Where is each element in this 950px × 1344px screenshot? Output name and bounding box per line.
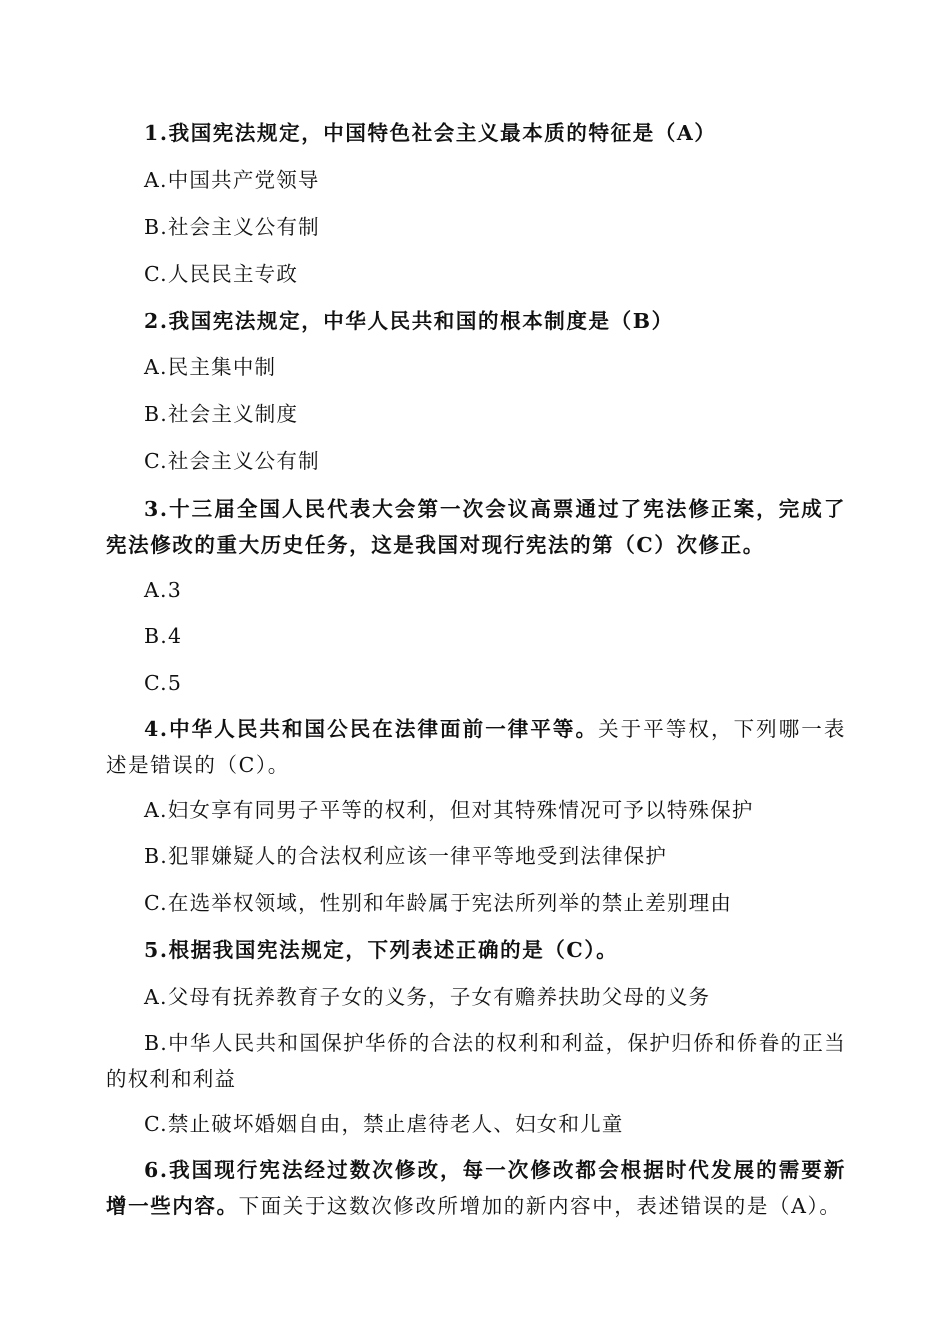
question-3-option-b: B.4 xyxy=(144,624,183,648)
question-1-option-b: B.社会主义公有制 xyxy=(144,215,320,239)
question-5-stem: 5.根据我国宪法规定，下列表述正确的是（C）。 xyxy=(144,938,619,962)
question-4-stem-plain: 关于平等权，下列哪一表述是错误的（C）。 xyxy=(106,717,846,777)
question-6-stem xyxy=(106,1152,846,1224)
question-4-option-a: A.妇女享有同男子平等的权利，但对其特殊情况可予以特殊保护 xyxy=(144,798,754,822)
question-5-option-a: A.父母有抚养教育子女的义务，子女有赡养扶助父母的义务 xyxy=(144,985,711,1009)
question-2-stem: 2.我国宪法规定，中华人民共和国的根本制度是（B） xyxy=(144,309,674,333)
question-1-option-a: A.中国共产党领导 xyxy=(144,168,320,192)
question-3-option-c: C.5 xyxy=(144,671,183,695)
question-1-option-c: C.人民民主专政 xyxy=(144,262,299,286)
question-2-option-a: A.民主集中制 xyxy=(144,355,277,379)
question-4-option-c: C.在选举权领域，性别和年龄属于宪法所列举的禁止差别理由 xyxy=(144,891,733,915)
question-2-option-c: C.社会主义公有制 xyxy=(144,449,320,473)
question-4-stem xyxy=(106,711,846,783)
question-4-option-b: B.犯罪嫌疑人的合法权利应该一律平等地受到法律保护 xyxy=(144,844,668,868)
question-5-option-b xyxy=(106,1025,846,1097)
question-4-stem-bold: 4.中华人民共和国公民在法律面前一律平等。 xyxy=(144,717,599,741)
question-6-stem-plain: 下面关于这数次修改所增加的新内容中，表述错误的是（A）。 xyxy=(238,1194,842,1218)
question-1-stem: 1.我国宪法规定，中国特色社会主义最本质的特征是（A） xyxy=(144,121,717,145)
question-3-stem xyxy=(106,491,846,563)
question-3-option-a: A.3 xyxy=(144,578,182,602)
question-6-stem-bold: 6.我国现行宪法经过数次修改，每一次修改都会根据时代发展的需要新增一些内容。 xyxy=(106,1158,846,1218)
question-2-option-b: B.社会主义制度 xyxy=(144,402,299,426)
question-3-stem-text: 3.十三届全国人民代表大会第一次会议高票通过了宪法修正案，完成了宪法修改的重大历史任务，这是我国对现行宪法的第（C）次修正。 xyxy=(106,497,846,557)
question-5-option-b-text: B.中华人民共和国保护华侨的合法的权利和利益，保护归侨和侨眷的正当的权利和利益 xyxy=(106,1031,846,1091)
question-5-option-c: C.禁止破坏婚姻自由，禁止虐待老人、妇女和儿童 xyxy=(144,1112,624,1136)
